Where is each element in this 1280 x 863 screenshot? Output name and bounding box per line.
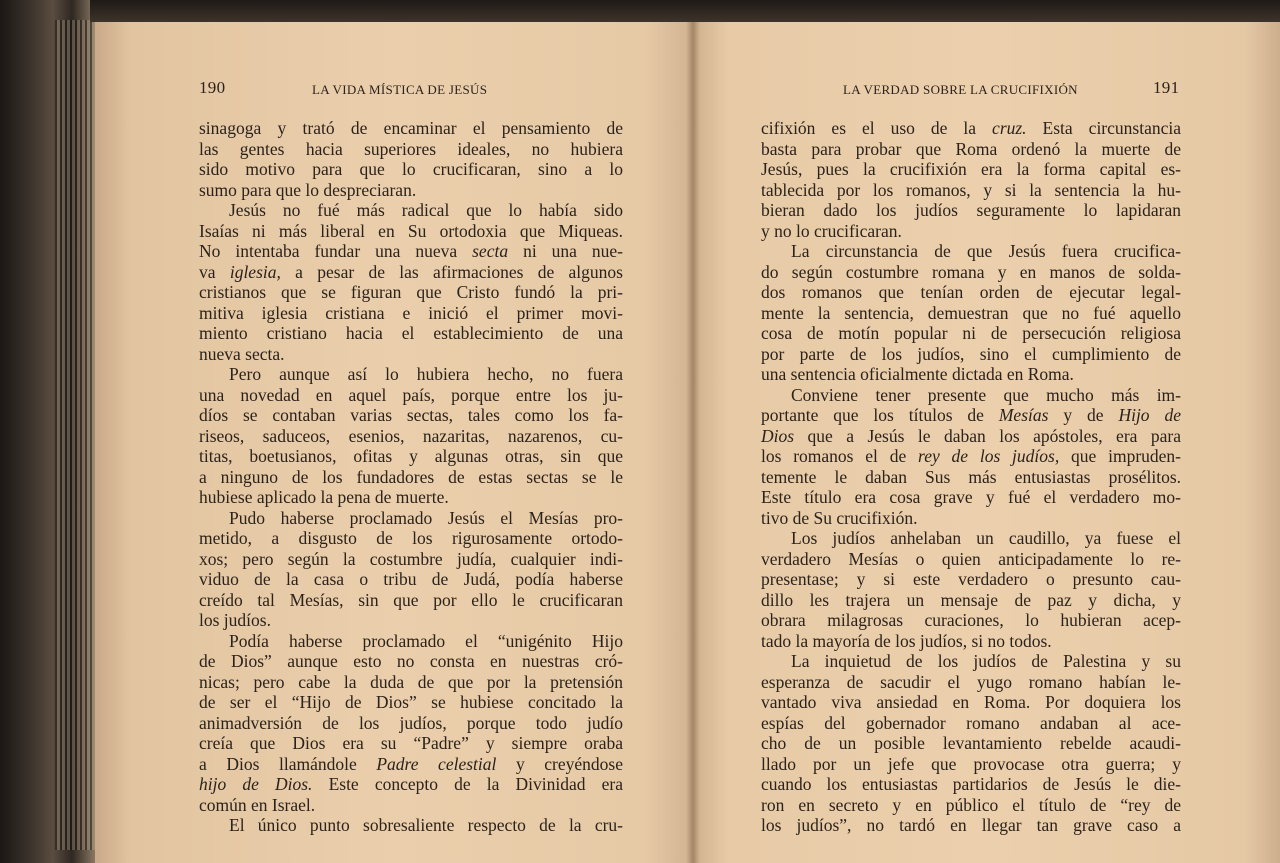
book-top-edge [90,0,1280,22]
text-line: espías del gobernador romano andaban al ace- [761,712,1181,733]
text-line: Jesús no fué más radical que lo había sido [229,200,623,220]
text-line: las gentes hacia superiores ideales, no hubiera [199,138,623,159]
text-line: basta para probar que Roma ordenó la muerte de [761,138,1181,159]
text-line: viduo de la casa o tribu de Judá, podía haberse [199,569,623,589]
text-line: de ser el “Hijo de Dios” se hubiese concitado la [199,692,623,712]
text-line: y no lo crucificaran. [761,220,902,241]
text-line: titas, boetusianos, ofitas y algunas otras, sin que [199,446,623,466]
left-running-head: LA VIDA MÍSTICA DE JESÚS [312,82,488,97]
text-line: verdadero Mesías o quien anticipadamente lo re- [761,548,1181,569]
text-line: por parte de los judíos, sino el cumplimiento de [761,343,1181,364]
text-line: nueva secta. [199,343,285,364]
text-line: La circunstancia de que Jesús fuera crucifica- [791,241,1181,261]
text-line: miento cristiano hacia el establecimiento de una [199,323,623,343]
text-line: dillo les trajera un mensaje de paz y dicha, y [761,589,1181,610]
text-line: díos se contaban varias sectas, tales como los fa- [199,405,623,425]
text-line: Los judíos anhelaban un caudillo, ya fuese el [791,528,1181,548]
text-line: do según costumbre romana y en manos de solda- [761,261,1181,282]
text-line: tivo de Su crucifixión. [761,507,918,528]
text-line: Podía haberse proclamado el “unigénito Hijo [229,630,623,651]
text-line: Dios que a Jesús le daban los apóstoles, era para [761,425,1181,446]
left-page-number: 190 [199,78,226,97]
text-line: mente la sentencia, demuestran que no fué aquello [761,302,1181,323]
text-line: tado la mayoría de los judíos, si no todos. [761,630,1052,651]
text-line: va iglesia, a pesar de las afirmaciones de algunos [199,261,623,282]
text-line: nicas; pero cabe la duda de que por la pretensión [199,671,623,692]
text-line: cristianos que se figuran que Cristo fundó la pri- [199,282,623,302]
left-page-header [199,78,619,106]
text-line: portante que los títulos de Mesías y de Hijo de [761,405,1181,425]
text-line: los judíos”, no tardó en llegar tan grave caso a [761,815,1181,835]
text-line: sido motivo para que lo crucificaran, sino a lo [199,159,623,179]
text-line: obrara milagrosas curaciones, lo hubieran acep- [761,610,1181,630]
text-line: llado por un jefe que provocase otra guerra; y [761,753,1181,774]
text-line: esperanza de sacudir el yugo romano habían le- [761,671,1181,692]
text-line: No intentaba fundar una nueva secta ni una nue- [199,241,623,261]
text-line: cuando los entusiastas partidarios de Jesús le die- [761,774,1181,794]
text-line: bieran dado los judíos seguramente lo lapidaran [761,200,1181,220]
text-line: los romanos el de rey de los judíos, que impruden- [761,446,1181,466]
text-line: de Dios” aunque esto no consta en nuestras cró- [199,651,623,671]
text-line: Pero aunque así lo hubiera hecho, no fuera [229,364,623,384]
text-line: una sentencia oficialmente dictada en Roma. [761,364,1074,384]
right-page-text [761,118,1181,836]
page-edges [55,20,95,850]
text-line: El único punto sobresaliente respecto de la cru- [229,815,623,835]
book-spine [0,0,96,863]
text-line: Isaías ni más liberal en Su ortodoxia que Miqueas. [199,220,623,241]
text-line: ron en secreto y en público el título de “rey de [761,794,1181,815]
left-page [95,22,693,863]
text-line: sinagoga y trató de encaminar el pensamiento de [199,118,623,138]
text-line: temente le daban Sus más entusiastas prosélitos. [761,466,1181,487]
text-line: creía que Dios era su “Padre” y siempre oraba [199,733,623,753]
text-line: cosa de motín popular ni de persecución religiosa [761,323,1181,343]
text-line: común en Israel. [199,794,316,815]
right-running-head: LA VERDAD SOBRE LA CRUCIFIXIÓN [843,82,1078,97]
right-page-number: 191 [1153,78,1180,97]
text-line: Conviene tener presente que mucho más im- [791,384,1181,405]
text-line: Jesús, pues la crucifixión era la forma capital es- [761,159,1181,179]
text-line: presentase; y si este verdadero o presunto cau- [761,569,1181,589]
text-line: hijo de Dios. Este concepto de la Divinidad era [199,774,623,794]
text-line: sumo para que lo despreciaran. [199,179,417,200]
text-line: La inquietud de los judíos de Palestina y su [791,651,1181,671]
text-line: vantado viva ansiedad en Roma. Por doquiera los [761,692,1181,712]
text-line: a Dios llamándole Padre celestial y creyéndose [199,753,623,774]
text-line: los judíos. [199,610,271,630]
text-line: animadversión de los judíos, porque todo judío [199,712,623,733]
text-line: tablecida por los romanos, y si la sentencia la hu- [761,179,1181,200]
text-line: cho de un posible levantamiento rebelde acaudi- [761,733,1181,753]
text-line: xos; pero según la costumbre judía, cualquier indi- [199,548,623,569]
text-line: a ninguno de los fundadores de estas sectas se le [199,466,623,487]
right-page-header [843,78,1183,106]
text-line: hubiese aplicado la pena de muerte. [199,487,449,507]
text-line: creído tal Mesías, sin que por ello le crucificaran [199,589,623,610]
gutter-shadow [686,22,700,863]
text-line: dos romanos que tenían orden de ejecutar legal- [761,282,1181,302]
text-line: cifixión es el uso de la cruz. Esta circunstancia [761,118,1181,138]
text-line: mitiva iglesia cristiana e inició el primer movi- [199,302,623,323]
text-line: riseos, saduceos, esenios, nazaritas, nazarenos, cu- [199,425,623,446]
left-page-text [199,118,623,836]
text-line: una novedad en aquel país, porque entre los ju- [199,384,623,405]
text-line: metido, a disgusto de los rigurosamente ortodo- [199,528,623,548]
text-line: Este título era cosa grave y fué el verdadero mo- [761,487,1181,507]
right-page [693,22,1280,863]
text-line: Pudo haberse proclamado Jesús el Mesías pro- [229,507,623,528]
